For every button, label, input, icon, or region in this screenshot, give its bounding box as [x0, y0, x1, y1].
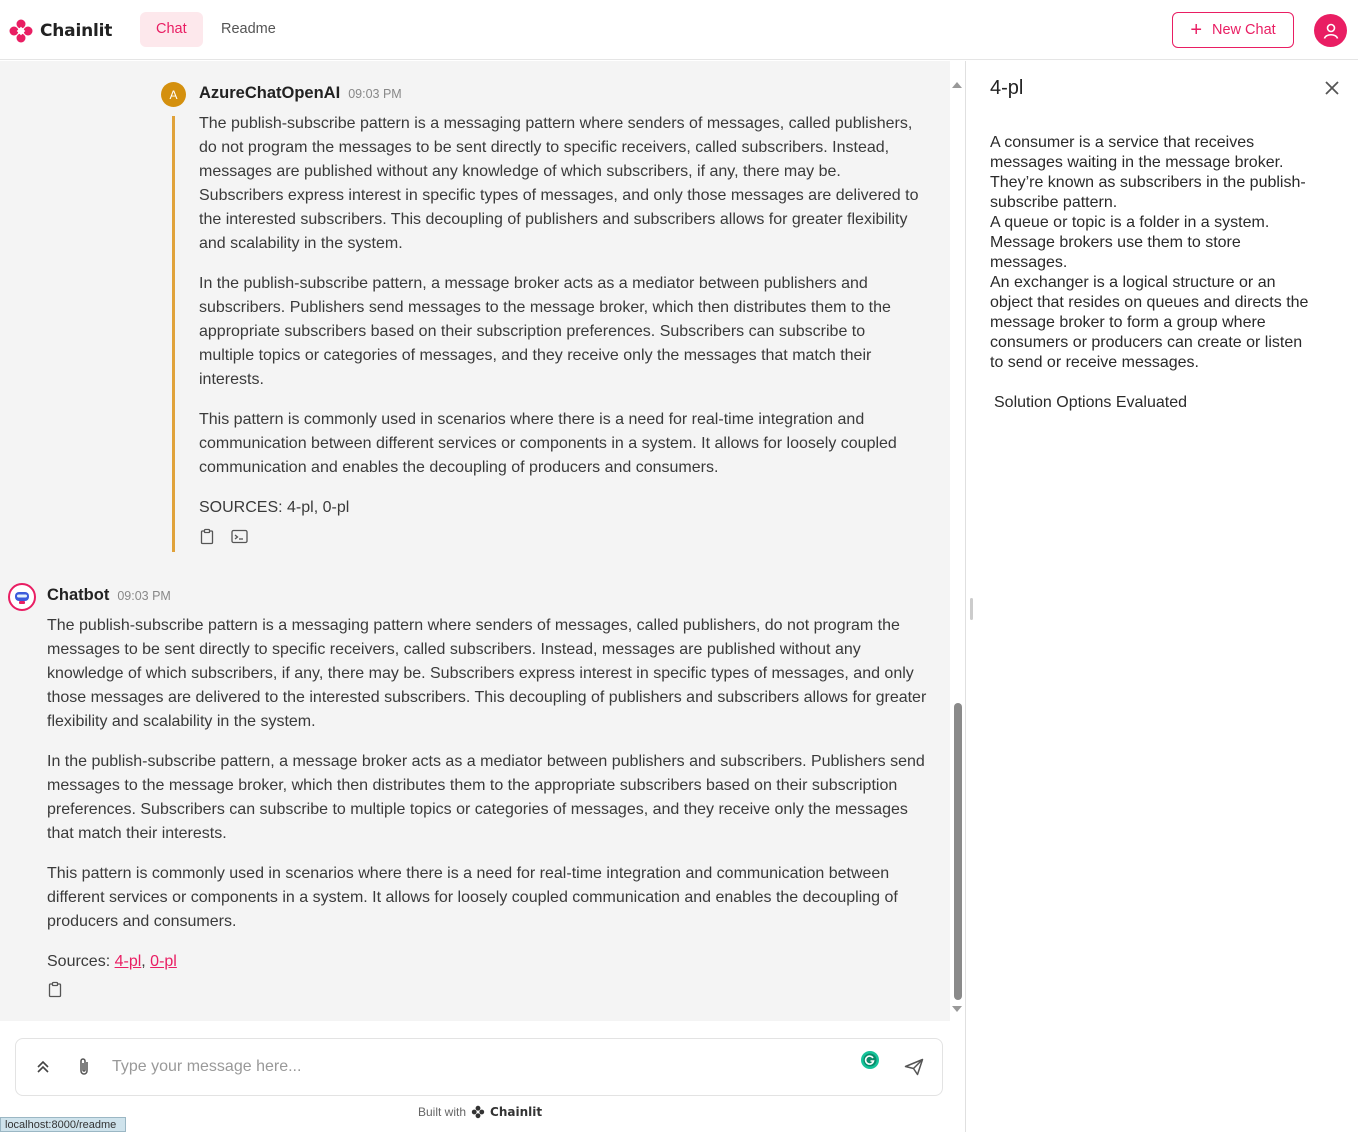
- step-paragraph: In the publish-subscribe pattern, a message broker acts as a mediator between publishers and subscribers. Publishers send messages to the message broker, which then distributes them to the appropriate subscribers based on their subscription preferences. Subscribers can subscribe to multiple topics or categories of messages, and they receive only the messages that match their interests.: [199, 275, 891, 388]
- terminal-icon[interactable]: [231, 529, 248, 549]
- chatbot-paragraph: The publish-subscribe pattern is a messaging pattern where senders of messages, called publishers, do not program the messages to be sent directly to specific receivers, called subscribers. Instead, messages are published without any knowledge of which subscribers, if any, there may be. Subscribers express interest in specific types of messages, and only those messages are delivered to the interested subscribers. This decoupling of publishers and subscribers allows for greater flexibility and scalability in the system.: [47, 617, 927, 730]
- step-paragraph: This pattern is commonly used in scenarios where there is a need for real-time integration and communication between different services or components in a system. It allows for loosely coupled communication and enables the decoupling of producers and consumers.: [199, 411, 897, 476]
- panel-text-line: A queue or topic is a folder in a system.: [990, 214, 1270, 231]
- chatbot-sources: [47, 950, 932, 974]
- chatbot-avatar: [8, 583, 36, 611]
- scroll-down-arrow-icon[interactable]: [952, 1006, 962, 1012]
- step-sources: SOURCES: 4-pl, 0-pl: [199, 499, 350, 516]
- chatbot-author: Chatbot: [47, 586, 110, 604]
- panel-text-line: consumers or producers can create or listen: [990, 334, 1303, 351]
- source-link-0-pl[interactable]: 0-pl: [150, 953, 177, 970]
- message-input[interactable]: [112, 1052, 832, 1082]
- robot-icon: [13, 589, 31, 605]
- app-header: [0, 0, 1358, 60]
- step-paragraph: The publish-subscribe pattern is a messaging pattern where senders of messages, called publishers, do not program the messages to be sent directly to specific receivers, called subscribers. Instead, messages are published without any knowledge of which subscribers, if any, there may be. Subscribers express interest in specific types of messages, and only those messages are delivered to the interested subscribers. This decoupling of publishers and subscribers allows for greater flexibility and scalability in the system.: [199, 115, 919, 252]
- step-message-body: [199, 112, 924, 520]
- expand-up-icon[interactable]: [34, 1058, 52, 1081]
- source-link-4-pl[interactable]: 4-pl: [114, 953, 142, 970]
- panel-text-line: message broker to form a group where: [990, 314, 1266, 331]
- built-with-brand: Chainlit: [490, 1105, 543, 1119]
- panel-text-line: An exchanger is a logical structure or an: [990, 274, 1276, 291]
- step-time: 09:03 PM: [348, 86, 402, 101]
- step-avatar: A: [161, 82, 186, 107]
- panel-resize-handle[interactable]: [970, 598, 973, 620]
- new-chat-label: New Chat: [1212, 22, 1276, 38]
- side-panel-title: 4-pl: [990, 77, 1024, 99]
- built-with-prefix: Built with: [418, 1105, 467, 1119]
- panel-text-line: subscribe pattern.: [990, 194, 1118, 211]
- side-panel-content: [990, 133, 1345, 373]
- paperclip-icon[interactable]: [75, 1056, 93, 1083]
- chatbot-time: 09:03 PM: [117, 588, 171, 603]
- brand-logo[interactable]: [8, 18, 112, 44]
- chatbot-message-body: [47, 614, 932, 974]
- panel-text-line: to send or receive messages.: [990, 354, 1199, 371]
- chatbot-paragraph: This pattern is commonly used in scenarios where there is a need for real-time integration and communication between different services or components in a system. It allows for loosely coupled communication and enables the decoupling of producers and consumers.: [47, 865, 898, 930]
- new-chat-button[interactable]: [1172, 12, 1294, 48]
- plus-icon: +: [1190, 19, 1202, 41]
- grammarly-icon[interactable]: [860, 1050, 880, 1075]
- chatbot-paragraph: In the publish-subscribe pattern, a message broker acts as a mediator between publishers and subscribers. Publishers send messages to the message broker, which then distributes them to the appropriate subscribers based on their subscription preferences. Subscribers can subscribe to multiple topics or categories of messages, and they receive only the messages that match their interests.: [47, 753, 925, 842]
- step-indent-line: [172, 116, 175, 552]
- sources-separator: ,: [141, 953, 151, 970]
- panel-text-line: A consumer is a service that receives: [990, 134, 1255, 151]
- clipboard-icon[interactable]: [199, 528, 215, 550]
- scroll-up-arrow-icon[interactable]: [952, 82, 962, 88]
- panel-text-line: They’re known as subscribers in the publish-: [990, 174, 1306, 191]
- close-icon[interactable]: [1323, 79, 1343, 99]
- tab-readme[interactable]: Readme: [221, 21, 276, 37]
- built-with-footer[interactable]: [418, 1105, 542, 1119]
- tab-chat[interactable]: Chat: [140, 12, 203, 47]
- chainlit-logo-icon: [8, 18, 34, 44]
- panel-text-line: messages waiting in the message broker.: [990, 154, 1284, 171]
- user-icon: [1322, 22, 1340, 40]
- clipboard-icon[interactable]: [47, 981, 63, 1003]
- panel-subheading: Solution Options Evaluated: [994, 394, 1188, 411]
- step-author: AzureChatOpenAI: [199, 84, 341, 102]
- send-icon[interactable]: [904, 1058, 924, 1081]
- browser-status-url: localhost:8000/readme: [0, 1117, 126, 1132]
- sources-label: Sources:: [47, 953, 115, 970]
- panel-text-line: Message brokers use them to store: [990, 234, 1241, 251]
- panel-divider: [965, 61, 966, 1132]
- step-header: [199, 84, 402, 103]
- user-avatar-button[interactable]: [1314, 14, 1347, 47]
- panel-text-line: messages.: [990, 254, 1068, 271]
- panel-text-line: object that resides on queues and directs the: [990, 294, 1309, 311]
- scrollbar-thumb[interactable]: [954, 703, 962, 1000]
- brand-name: Chainlit: [40, 21, 113, 41]
- chainlit-logo-icon: [471, 1105, 485, 1119]
- chatbot-header: [47, 586, 171, 605]
